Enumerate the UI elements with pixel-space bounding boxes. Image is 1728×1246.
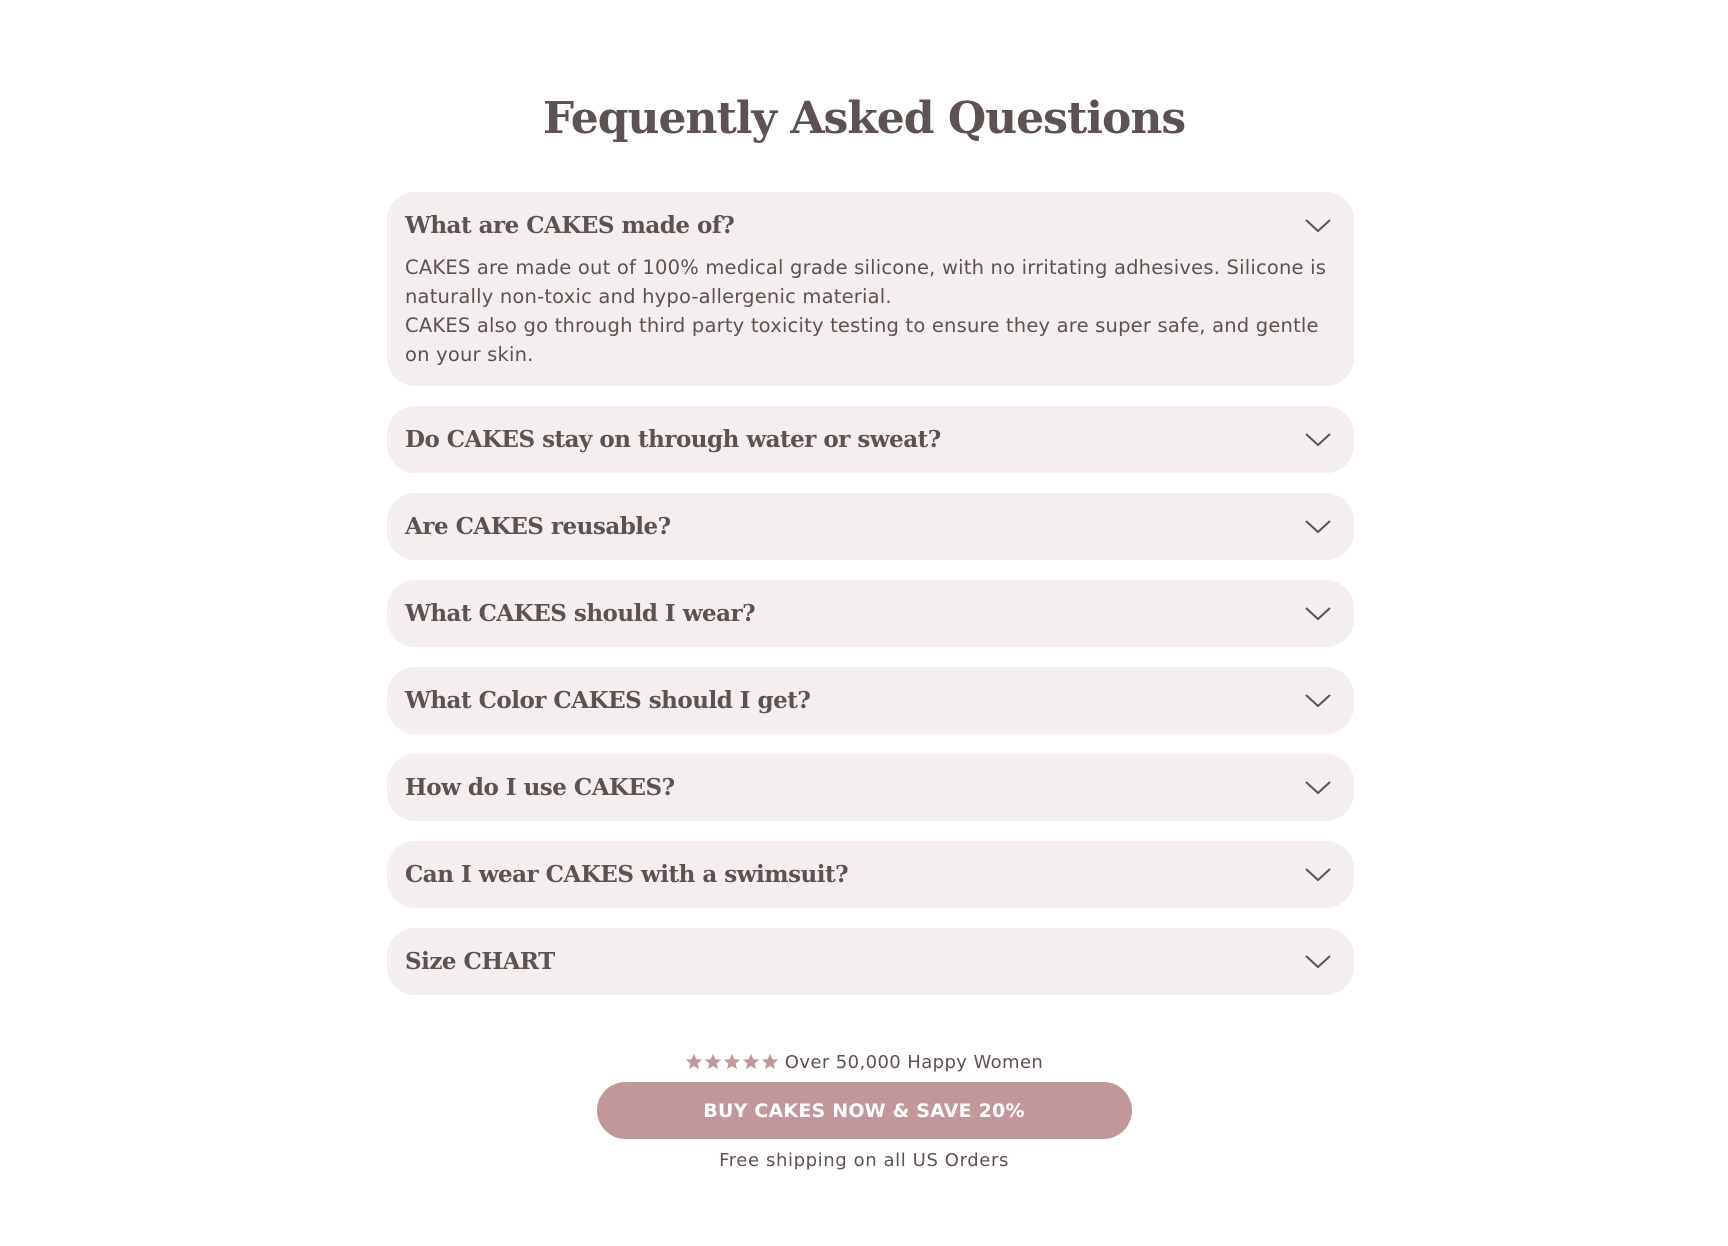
chevron-down-icon[interactable] [1304, 513, 1332, 541]
rating-row [0, 1048, 1728, 1076]
faq-question-row[interactable] [405, 667, 1336, 734]
star-icon [742, 1053, 760, 1071]
faq-question-row[interactable] [405, 493, 1336, 560]
faq-answer-paragraph: CAKES also go through third party toxicity testing to ensure they are super safe, and gentle on your skin. [405, 314, 1319, 366]
star-icon [704, 1053, 722, 1071]
chevron-down-icon[interactable] [1304, 212, 1332, 240]
faq-question[interactable]: Size CHART [405, 948, 555, 975]
faq-question-row[interactable] [405, 580, 1336, 647]
chevron-down-icon[interactable] [1304, 948, 1332, 976]
faq-list [387, 192, 1354, 1015]
faq-item-water-sweat[interactable] [387, 406, 1354, 473]
faq-question-row[interactable] [405, 754, 1336, 821]
faq-item-swimsuit[interactable] [387, 841, 1354, 908]
faq-question[interactable]: How do I use CAKES? [405, 774, 675, 801]
chevron-down-icon[interactable] [1304, 687, 1332, 715]
buy-now-button[interactable]: BUY CAKES NOW & SAVE 20% [597, 1082, 1132, 1139]
star-icon [723, 1053, 741, 1071]
faq-question-row[interactable] [405, 192, 1336, 259]
faq-question[interactable]: What Color CAKES should I get? [405, 687, 811, 714]
faq-question[interactable]: What CAKES should I wear? [405, 600, 756, 627]
faq-question[interactable]: Can I wear CAKES with a swimsuit? [405, 861, 849, 888]
faq-question[interactable]: Do CAKES stay on through water or sweat? [405, 426, 941, 453]
faq-question-row[interactable] [405, 928, 1336, 995]
faq-question-row[interactable] [405, 406, 1336, 473]
chevron-down-icon[interactable] [1304, 426, 1332, 454]
chevron-down-icon[interactable] [1304, 861, 1332, 889]
chevron-down-icon[interactable] [1304, 774, 1332, 802]
faq-question-row[interactable] [405, 841, 1336, 908]
shipping-note: Free shipping on all US Orders [719, 1150, 1009, 1171]
faq-item-color[interactable] [387, 667, 1354, 734]
faq-question[interactable]: What are CAKES made of? [405, 212, 735, 239]
faq-question[interactable]: Are CAKES reusable? [405, 513, 671, 540]
chevron-down-icon[interactable] [1304, 600, 1332, 628]
faq-item-how-to-use[interactable] [387, 754, 1354, 821]
star-icon [761, 1053, 779, 1071]
faq-answer [405, 253, 1336, 386]
rating-text: Over 50,000 Happy Women [784, 1051, 1044, 1073]
faq-item-materials[interactable] [387, 192, 1354, 386]
faq-item-which-cakes[interactable] [387, 580, 1354, 647]
faq-item-reusable[interactable] [387, 493, 1354, 560]
cta-section [0, 1048, 1728, 1171]
star-icon [685, 1053, 703, 1071]
page-title: Fequently Asked Questions [542, 93, 1186, 144]
faq-answer-paragraph: CAKES are made out of 100% medical grade silicone, with no irritating adhesives. Silicone is naturally non-toxic and hypo-allergenic material. [405, 256, 1327, 308]
faq-item-size-chart[interactable] [387, 928, 1354, 995]
star-rating [685, 1053, 779, 1071]
